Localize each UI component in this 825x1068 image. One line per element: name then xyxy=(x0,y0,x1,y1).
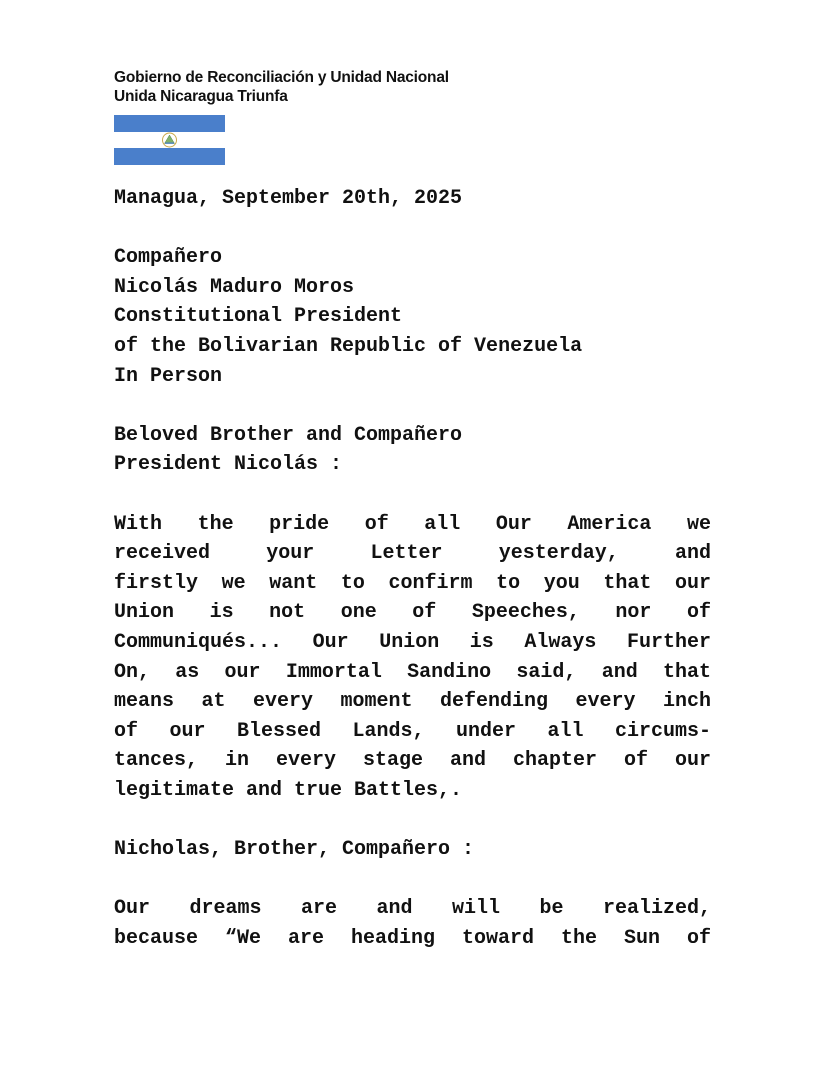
paragraph-line: tances, in every stage and chapter of our xyxy=(114,749,711,773)
paragraph-1 xyxy=(114,510,711,806)
paragraph-line: of our Blessed Lands, under all circums- xyxy=(114,719,711,743)
paragraph-line: means at every moment defending every inch xyxy=(114,690,711,714)
letter-body xyxy=(114,184,711,953)
nicaragua-flag xyxy=(114,115,225,165)
paragraph-line: With the pride of all Our America we xyxy=(114,512,711,536)
recipient-line: Constitutional President xyxy=(114,305,403,329)
salutation-block xyxy=(114,421,711,480)
paragraph-line: Our dreams are and will be realized, xyxy=(114,897,711,921)
paragraph-line: because “We are heading toward the Sun of xyxy=(114,926,711,950)
paragraph-line: Communiqués... Our Union is Always Further xyxy=(114,630,711,654)
salutation-line: Beloved Brother and Compañero xyxy=(114,423,463,447)
paragraph-line: firstly we want to confirm to you that our xyxy=(114,571,711,595)
second-address: Nicholas, Brother, Compañero : xyxy=(114,838,475,862)
recipient-line: In Person xyxy=(114,364,223,388)
letterhead-government-name: Gobierno de Reconciliación y Unidad Nacional xyxy=(114,69,449,86)
salutation-line: President Nicolás : xyxy=(114,453,343,477)
flag-stripe-bottom xyxy=(114,148,225,165)
paragraph-line: legitimate and true Battles,. xyxy=(114,778,463,802)
recipient-line: of the Bolivarian Republic of Venezuela xyxy=(114,334,583,358)
paragraph-2 xyxy=(114,894,711,953)
nicaragua-coat-of-arms-icon xyxy=(161,132,178,148)
letter-date: Managua, September 20th, 2025 xyxy=(114,187,463,210)
paragraph-line: On, as our Immortal Sandino said, and that xyxy=(114,660,711,684)
paragraph-line: Union is not one of Speeches, nor of xyxy=(114,601,711,625)
letterhead xyxy=(114,68,449,106)
letterhead-slogan: Unida Nicaragua Triunfa xyxy=(114,88,288,105)
recipient-line: Compañero xyxy=(114,246,223,270)
recipient-line: Nicolás Maduro Moros xyxy=(114,275,355,299)
flag-stripe-top xyxy=(114,115,225,132)
paragraph-line: received your Letter yesterday, and xyxy=(114,542,711,566)
recipient-block xyxy=(114,243,711,391)
